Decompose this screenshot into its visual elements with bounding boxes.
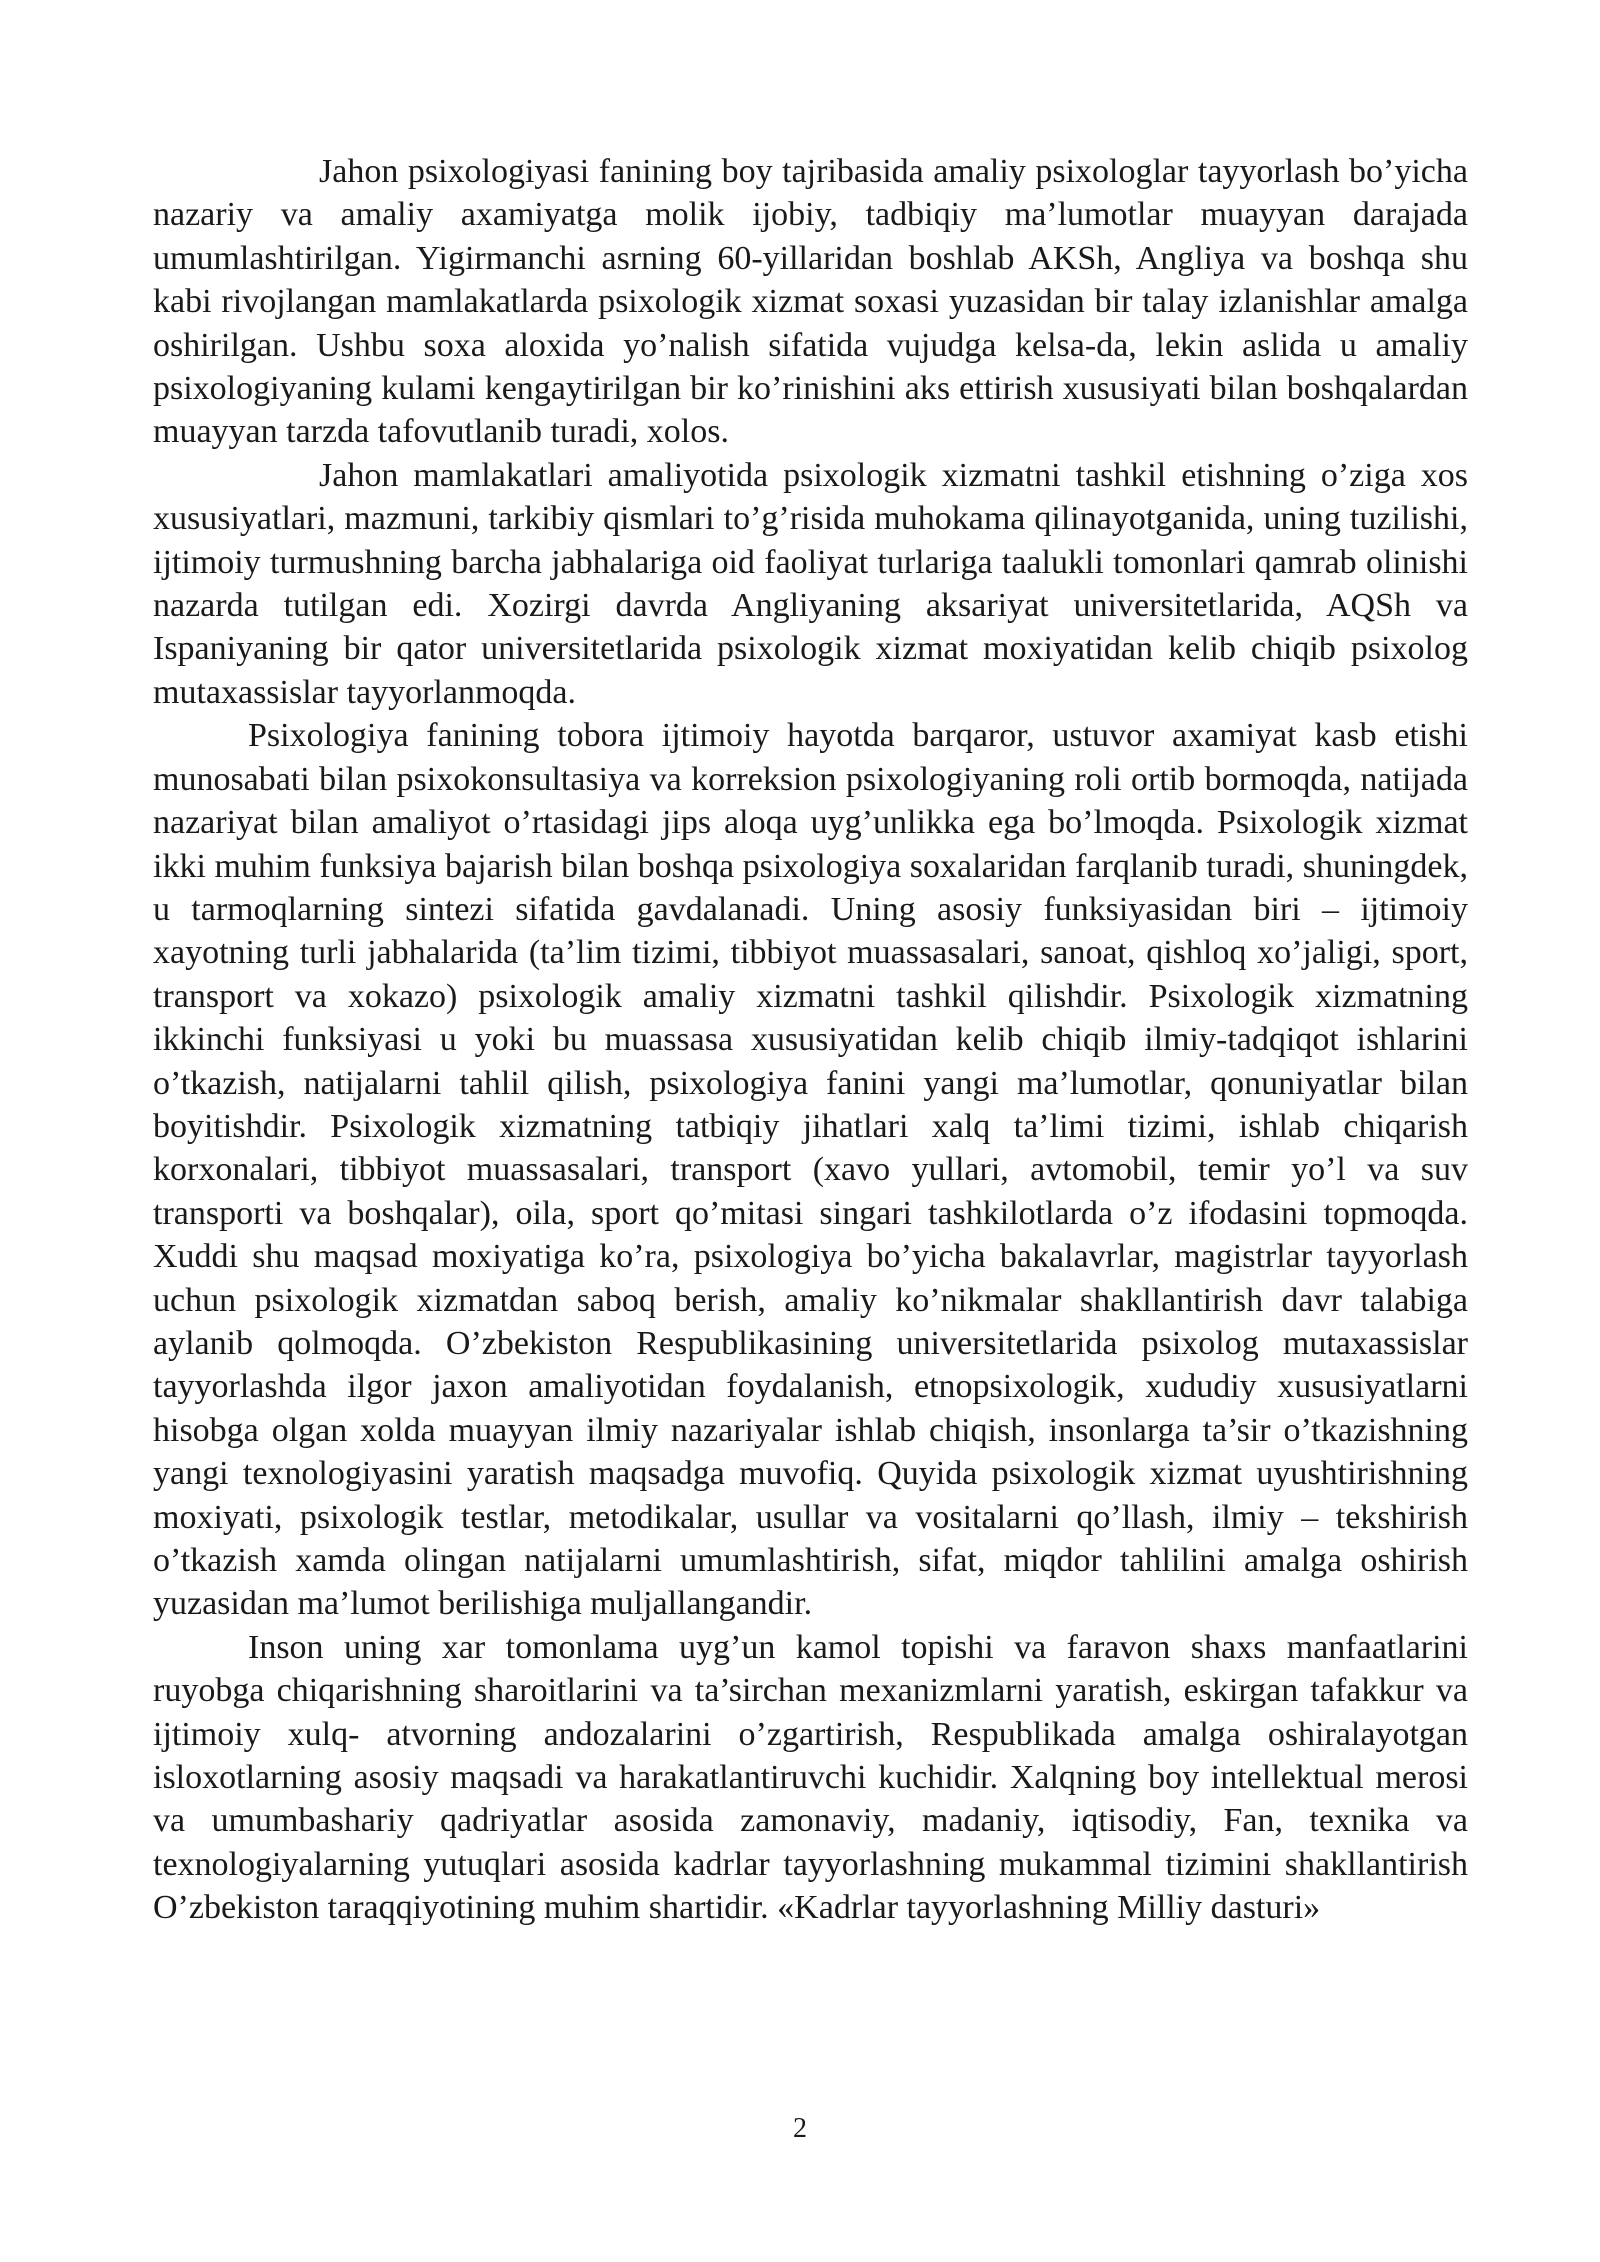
paragraph-3: Psixologiya fanining tobora ijtimoiy hayotda barqaror, ustuvor axamiyat kasb etishi munosabati bilan psixokonsultasiya va korreksion psixologiyaning roli ortib bormoqda, natijada nazariyat bilan amaliyot o’rtasidagi jips aloqa uyg’unlikka ega bo’lmoqda. Psixologik xizmat ikki muhim funksiya bajarish bilan boshqa psixologiya soxalaridan farqlanib turadi, shuningdek, u tarmoqlarning sintezi sifatida gavdalanadi. Uning asosiy funksiyasidan biri – ijtimoiy xayotning turli jabhalarida (ta’lim tizimi, tibbiyot muassasalari, sanoat, qishloq xo’jaligi, sport, transport va xokazo) psixologik amaliy xizmatni tashkil qilishdir. Psixologik xizmatning ikkinchi funksiyasi u yoki bu muassasa xususiyatidan kelib chiqib ilmiy-tadqiqot ishlarini o’tkazish, natijalarni tahlil qilish, psixologiya fanini yangi ma’lumotlar, qonuniyatlar bilan boyitishdir. Psixologik xizmatning tatbiqiy jihatlari xalq ta’limi tizimi, ishlab chiqarish korxonalari, tibbiyot muassasalari, transport (xavo yullari, avtomobil, temir yo’l va suv transporti va boshqalar), oila, sport qo’mitasi singari tashkilotlarda o’z ifodasini topmoqda. Xuddi shu maqsad moxiyatiga ko’ra, psixologiya bo’yicha bakalavrlar, magistrlar tayyorlash uchun psixologik xizmatdan saboq berish, amaliy ko’nikmalar shakllantirish davr talabiga aylanib qolmoqda. O’zbekiston Respublikasining universitetlarida psixolog mutaxassislar tayyorlashda ilgor jaxon amaliyotidan foydalanish, etnopsixologik, xududiy xususiyatlarni hisobga olgan xolda muayyan ilmiy nazariyalar ishlab chiqish, insonlarga ta’sir o’tkazishning yangi texnologiyasini yaratish maqsadga muvofiq. Quyida psixologik xizmat uyushtirishning moxiyati, psixologik testlar, metodikalar, usullar va vositalarni qo’llash, ilmiy – tekshirish o’tkazish xamda olingan natijalarni umumlashtirish, sifat, miqdor tahlilini amalga oshirish yuzasidan ma’lumot berilishiga muljallangandir. [153,717,1468,1623]
paragraph-4: Inson uning xar tomonlama uyg’un kamol topishi va faravon shaxs manfaatlarini ruyobga chiqarishning sharoitlarini va ta’sirchan mexanizmlarni yaratish, eskirgan tafakkur va ijtimoiy xulq- atvorning andozalarini o’zgartirish, Respublikada amalga oshiralayotgan isloxotlarning asosiy maqsadi va harakatlantiruvchi kuchidir. Xalqning boy intellektual merosi va umumbashariy qadriyatlar asosida zamonaviy, madaniy, iqtisodiy, Fan, texnika va texnologiyalarning yutuqlari asosida kadrlar tayyorlashning mukammal tizimini shakllantirish O’zbekiston taraqqiyotining muhim shartidir. «Kadrlar tayyorlashning Milliy dasturi» [153,1628,1468,1927]
document-body [153,150,1468,1930]
page-number: 2 [793,2113,807,2144]
paragraph-1: Jahon psixologiyasi fanining boy tajribasida amaliy psixologlar tayyorlash bo’yicha nazariy va amaliy axamiyatga molik ijobiy, tadbiqiy ma’lumotlar muayyan darajada umumlashtirilgan. Yigirmanchi asrning 60-yillaridan boshlab AKSh, Angliya va boshqa shu kabi rivojlangan mamlakatlarda psixologik xizmat soxasi yuzasidan bir talay izlanishlar amalga oshirilgan. Ushbu soxa aloxida yo’nalish sifatida vujudga kelsa-da, lekin aslida u amaliy psixologiyaning kulami kengaytirilgan bir ko’rinishini aks ettirish xususiyati bilan boshqalardan muayyan tarzda tafovutlanib turadi, xolos. [153,153,1468,451]
paragraph-2: Jahon mamlakatlari amaliyotida psixologik xizmatni tashkil etishning o’ziga xos xususiyatlari, mazmuni, tarkibiy qismlari to’g’risida muhokama qilinayotganida, uning tuzilishi, ijtimoiy turmushning barcha jabhalariga oid faoliyat turlariga taalukli tomonlari qamrab olinishi nazarda tutilgan edi. Xozirgi davrda Angliyaning aksariyat universitetlarida, AQSh va Ispaniyaning bir qator universitetlarida psixologik xizmat moxiyatidan kelib chiqib psixolog mutaxassislar tayyorlanmoqda. [153,456,1468,711]
